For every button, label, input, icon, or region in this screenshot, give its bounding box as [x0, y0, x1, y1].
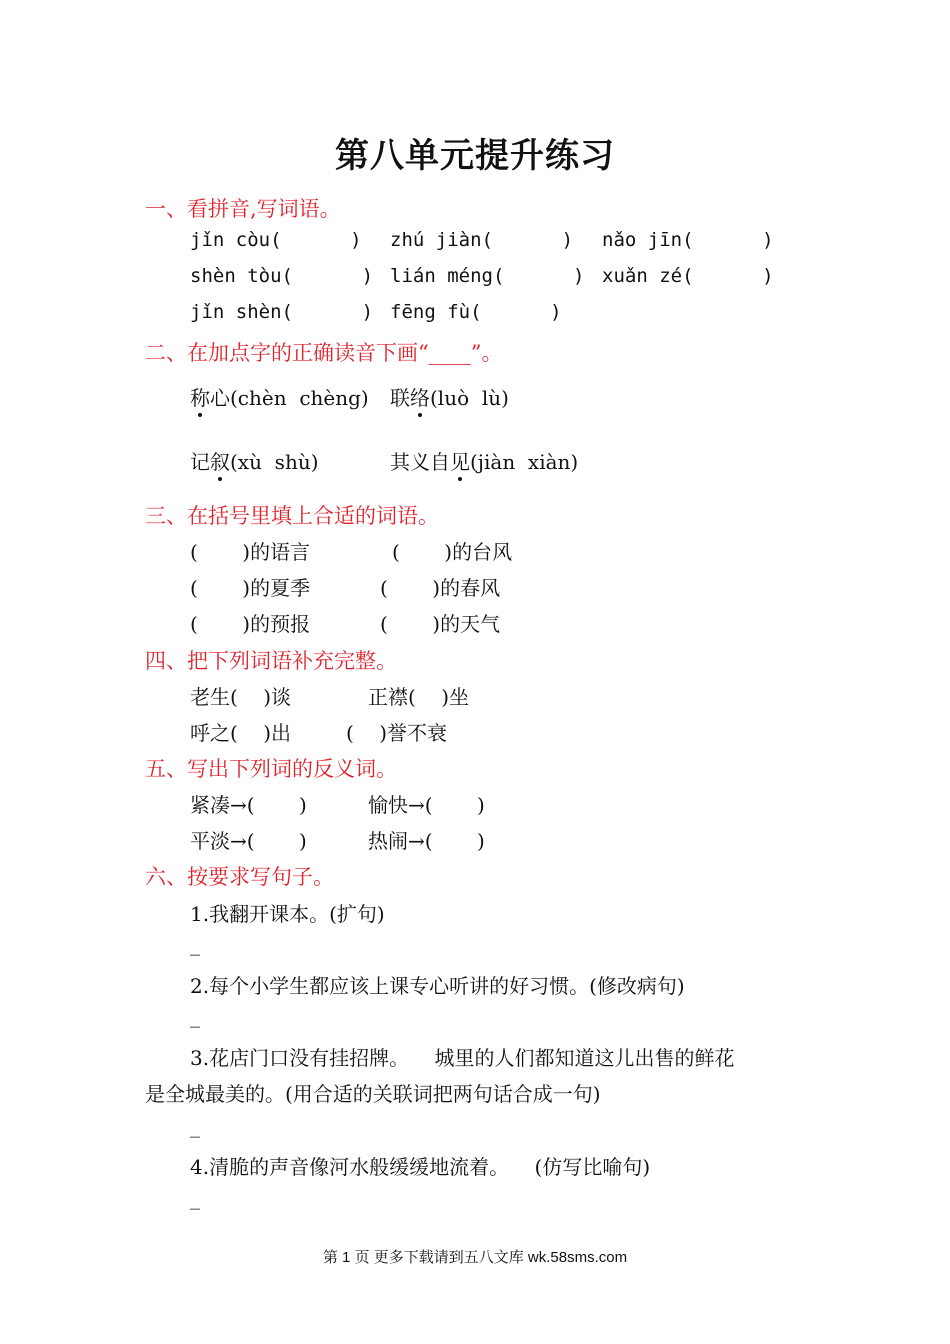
pinyin-item: shèn tòu( ): [190, 265, 374, 287]
sentence-task-2: 2.每个小学生都应该上课专心听讲的好习惯。(修改病句): [190, 974, 685, 998]
sentence-task-3-cont: 是全城最美的。(用合适的关联词把两句话合成一句): [145, 1082, 601, 1106]
answer-blank: _: [190, 1004, 200, 1028]
pinyin-item: jǐn còu( ): [190, 229, 362, 251]
idiom-item: 呼之( )出: [190, 721, 292, 745]
fill-word-item: ( )的春风: [380, 576, 501, 600]
sentence-task-4: 4.清脆的声音像河水般缓缓地流着。 (仿写比喻句): [190, 1155, 651, 1179]
answer-blank: _: [190, 932, 200, 956]
section-heading-3: 三、在括号里填上合适的词语。: [145, 504, 439, 528]
pronunciation-item: 称心(chèn chèng): [190, 382, 369, 411]
section-heading-6: 六、按要求写句子。: [145, 865, 334, 889]
pinyin-item: jǐn shèn( ): [190, 301, 374, 323]
section-heading-5: 五、写出下列词的反义词。: [145, 757, 397, 781]
answer-blank: _: [190, 1186, 200, 1210]
dotted-char: 叙: [210, 446, 230, 475]
idiom-item: 正襟( )坐: [368, 685, 470, 709]
antonym-item: 平淡→( ): [190, 829, 307, 853]
section-heading-2: 二、在加点字的正确读音下画“____”。: [145, 341, 503, 365]
antonym-item: 热闹→( ): [368, 829, 485, 853]
antonym-item: 紧凑→( ): [190, 793, 307, 817]
pinyin-item: fēng fù( ): [390, 301, 562, 323]
fill-word-item: ( )的台风: [392, 540, 513, 564]
page-title: 第八单元提升练习: [335, 136, 615, 176]
pinyin-item: zhú jiàn( ): [390, 229, 574, 251]
pinyin-item: lián méng( ): [390, 265, 585, 287]
idiom-item: 老生( )谈: [190, 685, 292, 709]
pinyin-item: xuǎn zé( ): [602, 265, 774, 287]
idiom-item: ( )誉不衰: [346, 721, 448, 745]
section-heading-4: 四、把下列词语补充完整。: [145, 649, 397, 673]
dotted-char: 见: [450, 446, 470, 475]
pinyin-item: nǎo jīn( ): [602, 229, 774, 251]
fill-word-item: ( )的天气: [380, 612, 501, 636]
sentence-task-3: 3.花店门口没有挂招牌。 城里的人们都知道这儿出售的鲜花: [190, 1046, 735, 1070]
page-footer: 第 1 页 更多下载请到五八文库 wk.58sms.com: [322, 1249, 628, 1266]
pronunciation-item: 联络(luò lù): [390, 382, 509, 411]
fill-word-item: ( )的夏季: [190, 576, 311, 600]
fill-word-item: ( )的预报: [190, 612, 311, 636]
fill-word-item: ( )的语言: [190, 540, 311, 564]
dotted-char: 络: [410, 382, 430, 411]
antonym-item: 愉快→( ): [368, 793, 485, 817]
pronunciation-item: 其义自见(jiàn xiàn): [390, 446, 578, 475]
section-heading-1: 一、看拼音,写词语。: [145, 197, 341, 221]
dotted-char: 称: [190, 382, 210, 411]
pronunciation-item: 记叙(xù shù): [190, 446, 319, 475]
answer-blank: _: [190, 1114, 200, 1138]
sentence-task-1: 1.我翻开课本。(扩句): [190, 902, 385, 926]
